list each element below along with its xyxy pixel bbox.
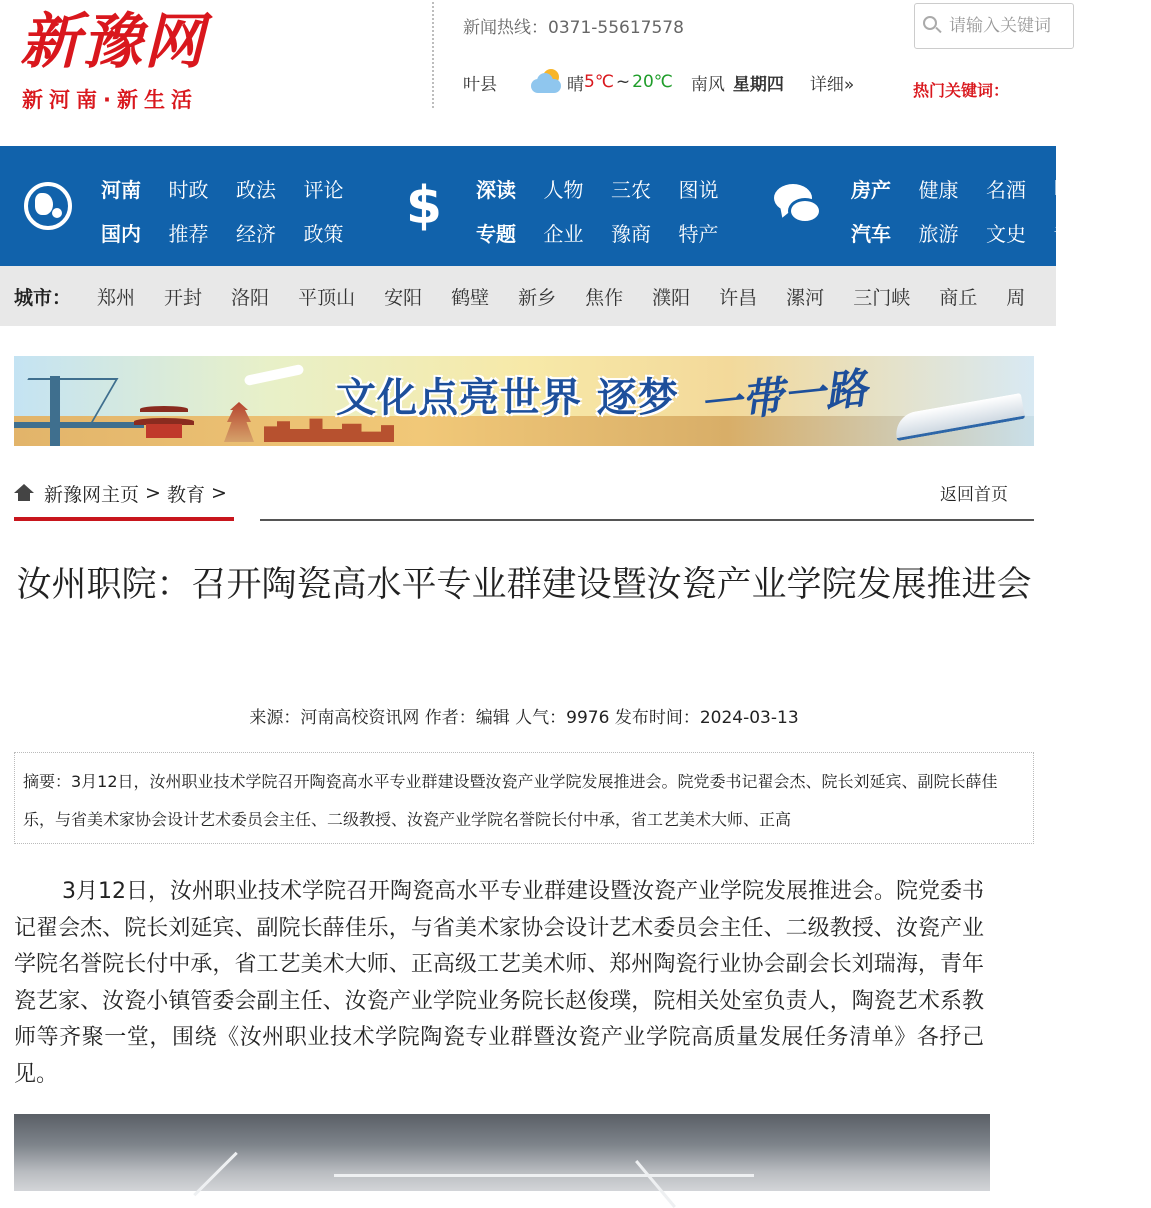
nav-item-tuijian[interactable]: 推荐 <box>168 221 209 246</box>
city-link[interactable]: 平顶山 <box>298 286 356 309</box>
nav-row <box>101 210 401 254</box>
hot-keywords-label: 热门关键词： <box>913 81 1010 100</box>
nav-item-pinglun[interactable]: 评论 <box>303 177 344 202</box>
city-link[interactable]: 漯河 <box>786 286 825 309</box>
site-header <box>0 0 1056 146</box>
chat-icon <box>772 180 824 232</box>
nav-item-guonei[interactable]: 国内 <box>101 221 141 246</box>
weather-condition: 晴 <box>567 74 584 95</box>
city-link[interactable]: 许昌 <box>719 286 758 309</box>
weather-range-sep: ~ <box>615 72 631 92</box>
nav-item-jingji[interactable]: 经济 <box>236 221 276 246</box>
header-divider <box>432 2 434 108</box>
nav-item-sannong[interactable]: 三农 <box>611 177 651 202</box>
nav-group-features <box>476 166 776 254</box>
article-title: 汝州职院：召开陶瓷高水平专业群建设暨汝瓷产业学院发展推进会 <box>16 565 1032 605</box>
nav-item-cut-off[interactable]: 专 <box>1053 221 1074 246</box>
nav-item-henan[interactable]: 河南 <box>101 177 141 202</box>
globe-icon <box>22 180 74 232</box>
city-link[interactable]: 安阳 <box>384 286 423 309</box>
breadcrumb-separator: > <box>145 482 161 504</box>
breadcrumb-home[interactable]: 新豫网主页 <box>44 483 140 506</box>
search-input[interactable] <box>949 16 1059 36</box>
news-hotline: 新闻热线：0371-55617578 <box>463 18 684 38</box>
breadcrumb-accent-line <box>14 517 234 521</box>
nav-item-zhengfa[interactable]: 政法 <box>236 177 276 202</box>
city-link[interactable]: 周 <box>1006 286 1026 309</box>
search-icon[interactable] <box>923 16 943 36</box>
breadcrumb-separator: > <box>210 482 227 504</box>
nav-item-techan[interactable]: 特产 <box>678 221 719 246</box>
dollar-icon: $ <box>405 176 443 236</box>
nav-item-yushang[interactable]: 豫商 <box>611 221 651 246</box>
bridge-graphic <box>14 376 144 446</box>
logo-slogan: 新河南·新生活 <box>22 88 198 112</box>
breadcrumb <box>14 478 233 508</box>
sunny-cloud-icon <box>531 69 563 95</box>
airplane-graphic <box>244 364 305 386</box>
article-meta: 来源：河南高校资讯网 作者：编辑 人气：9976 发布时间：2024-03-13 <box>249 708 799 728</box>
weather-high-temp: 20℃ <box>632 72 673 92</box>
city-bar <box>0 266 1056 326</box>
city-link[interactable]: 新乡 <box>518 286 557 309</box>
nav-row <box>851 210 1151 254</box>
city-link[interactable]: 商丘 <box>939 286 978 309</box>
nav-item-wenshi[interactable]: 文史 <box>986 221 1026 246</box>
nav-item-zhuanti[interactable]: 专题 <box>476 221 516 246</box>
city-link[interactable]: 濮阳 <box>652 286 691 309</box>
nav-group-news <box>101 166 401 254</box>
weather-wind: 南风 <box>690 74 725 95</box>
breadcrumb-divider <box>260 519 1034 521</box>
nav-item-qiche[interactable]: 汽车 <box>851 221 891 246</box>
breadcrumb-section[interactable]: 教育 <box>166 483 205 506</box>
banner-title: 文化点亮世界 逐梦 <box>336 375 679 421</box>
nav-item-renwu[interactable]: 人物 <box>543 177 584 202</box>
nav-item-jiankang[interactable]: 健康 <box>918 177 959 202</box>
nav-item-mingjiu[interactable]: 名酒 <box>986 177 1026 202</box>
city-link[interactable]: 郑州 <box>97 286 136 309</box>
nav-row <box>476 210 776 254</box>
nav-row <box>101 166 401 210</box>
nav-row <box>851 166 1151 210</box>
article-summary: 摘要：3月12日，汝州职业技术学院召开陶瓷高水平专业群建设暨汝瓷产业学院发展推进会。院党委书记翟会杰、院长刘延宾、副院长薛佳乐，与省美术家协会设计艺术委员会主任、二级教授、汝瓷产业学院名誉院长付中承，省工艺美术大师、正高 <box>14 752 1034 844</box>
weather-detail-link[interactable]: 详细» <box>809 74 855 95</box>
city-link[interactable]: 焦作 <box>585 286 624 309</box>
nav-item-cut-off[interactable]: L <box>1053 176 1065 200</box>
temple-graphic <box>134 398 194 438</box>
belt-road-banner[interactable] <box>14 356 1034 446</box>
nav-item-shendu[interactable]: 深读 <box>476 177 516 202</box>
pagoda-graphic <box>224 402 254 442</box>
city-link[interactable]: 开封 <box>164 286 203 309</box>
nav-item-shizheng[interactable]: 时政 <box>168 177 209 202</box>
nav-row <box>476 166 776 210</box>
nav-group-life <box>851 166 1151 254</box>
weather-weekday: 星期四 <box>732 74 784 95</box>
article-photo <box>14 1114 990 1191</box>
weather-city: 叶县 <box>463 74 497 95</box>
nav-item-lvyou[interactable]: 旅游 <box>918 221 959 246</box>
back-home-link[interactable]: 返回首页 <box>940 485 1008 505</box>
weather-widget <box>463 67 854 97</box>
city-link[interactable]: 三门峡 <box>853 286 911 309</box>
logo-main-text: 新豫网 <box>20 7 206 77</box>
city-link[interactable]: 鹤壁 <box>451 286 490 309</box>
nav-item-qiye[interactable]: 企业 <box>543 221 584 246</box>
search-box <box>914 3 1074 49</box>
site-logo[interactable] <box>20 6 280 110</box>
main-nav <box>0 146 1074 266</box>
nav-item-zhengce[interactable]: 政策 <box>303 221 344 246</box>
city-bar-label: 城市： <box>14 286 72 309</box>
banner-calligraphy: 一带一路 <box>697 363 870 430</box>
nav-item-fangchan[interactable]: 房产 <box>851 177 891 202</box>
weather-low-temp: 5℃ <box>584 72 614 92</box>
home-icon <box>14 484 34 502</box>
article-body: 3月12日，汝州职业技术学院召开陶瓷高水平专业群建设暨汝瓷产业学院发展推进会。院党委书记翟会杰、院长刘延宾、副院长薛佳乐，与省美术家协会设计艺术委员会主任、二级教授、汝瓷产业学院名誉院长付中承，省工艺美术大师、正高级工艺美术师、郑州陶瓷行业协会副会长刘瑞海，青年瓷艺家、汝瓷小镇管委会副主任、汝瓷产业学院业务院长赵俊璞，院相关处室负责人，陶瓷艺术系教师等齐聚一堂，围绕《汝州职业技术学院陶瓷专业群暨汝瓷产业学院高质量发展任务清单》各抒己见。 <box>14 879 984 1087</box>
city-link[interactable]: 洛阳 <box>231 286 270 309</box>
nav-item-tushuo[interactable]: 图说 <box>678 177 719 202</box>
